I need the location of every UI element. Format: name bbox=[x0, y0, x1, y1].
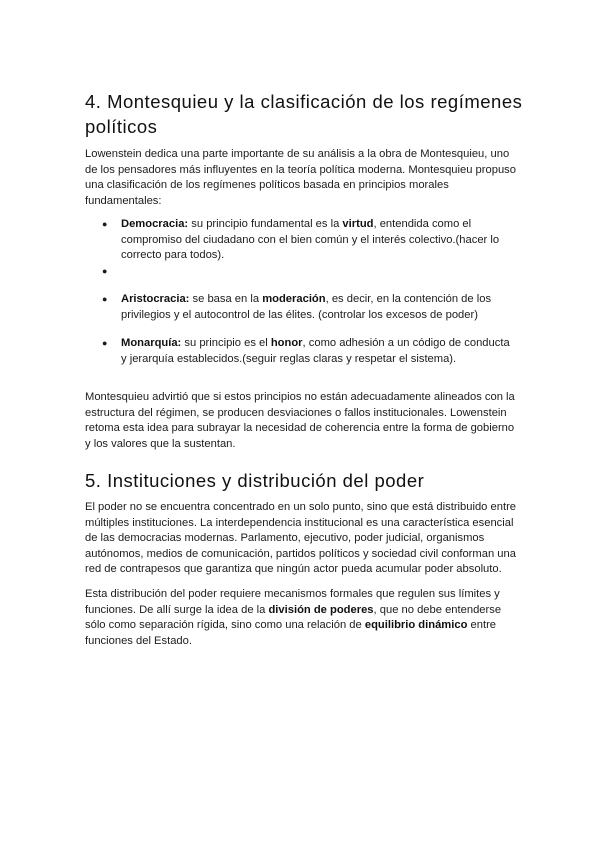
section-4-closing-paragraph: Montesquieu advirtió que si estos principios no están adecuadamente alineados con la estructura del régimen, se producen desviaciones o fallos institucionales. Lowenstein retoma esta idea para subrayar la necesidad de coherencia entre la forma de gobierno y los valores que la sustentan. bbox=[85, 391, 515, 450]
bullet-icon: ● bbox=[102, 219, 108, 229]
monarquia-text-1: su principio es el bbox=[181, 337, 271, 349]
list-item-monarquia bbox=[85, 336, 517, 367]
section-4-heading-line2: políticos bbox=[85, 116, 158, 137]
section-5-heading: 5. Instituciones y distribución del poder bbox=[85, 470, 425, 491]
section-4-heading-line1: 4. Montesquieu y la clasificación de los regímenes bbox=[85, 91, 523, 112]
section-5-paragraph-2 bbox=[85, 587, 517, 649]
list-item-empty bbox=[85, 264, 517, 280]
democracia-text-1: su principio fundamental es la bbox=[188, 218, 343, 230]
bullet-icon: ● bbox=[102, 265, 108, 276]
division-de-poderes-bold: división de poderes bbox=[268, 603, 374, 616]
list-item-democracia bbox=[85, 217, 517, 264]
list-item-aristocracia bbox=[85, 292, 517, 323]
para2-text-1: Esta distribución del poder requiere mecanismos formales que regulen sus límites y funciones. De allí surge la idea de la bbox=[85, 588, 500, 616]
aristocracia-text-1: se basa en la bbox=[189, 293, 263, 305]
monarquia-text-2: , como adhesión a un código de conducta y jerarquía establecidos.(seguir reglas claras y respetar el sistema). bbox=[121, 337, 510, 365]
equilibrio-dinamico-bold: equilibrio dinámico bbox=[364, 619, 468, 631]
aristocracia-bold: moderación bbox=[262, 293, 326, 305]
democracia-bold: virtud bbox=[342, 218, 374, 230]
bullet-icon: ● bbox=[102, 294, 108, 304]
term-monarquia: Monarquía: bbox=[121, 337, 182, 349]
para2-text-3: entre funciones del Estado. bbox=[85, 619, 497, 647]
section-4-intro-paragraph: Lowenstein dedica una parte importante de su análisis a la obra de Montesquieu, uno de los pensadores más influyentes en la teoría política moderna. Montesquieu propuso una clasificación de los regímenes políticos basada en principios morales fundamentales: bbox=[85, 148, 516, 207]
term-aristocracia: Aristocracia: bbox=[121, 293, 190, 305]
para2-text-2: , que no debe entenderse sólo como separación rígida, sino como una relación de bbox=[85, 603, 502, 631]
aristocracia-text-2: , es decir, en la contención de los privilegios y el autocontrol de las élites. (controlar los excesos de poder) bbox=[121, 293, 492, 321]
regimes-list bbox=[85, 217, 517, 367]
section-5-paragraph-1: El poder no se encuentra concentrado en un solo punto, sino que está distribuido entre múltiples instituciones. La interdependencia institucional es una característica esencial de las democracias modernas. Parlamento, ejecutivo, poder judicial, organismos autónomos, medios de comunicación, partidos políticos y sociedad civil conforman una red de contrapesos que garantiza que ningún actor pueda acumular poder absoluto. bbox=[85, 501, 517, 575]
bullet-icon: ● bbox=[102, 338, 108, 348]
section-4-heading bbox=[85, 89, 525, 139]
democracia-text-2: , entendida como el compromiso del ciudadano con el bien común y el interés colectivo.(hacer lo correcto para todos). bbox=[121, 218, 500, 261]
term-democracia: Democracia: bbox=[121, 218, 189, 230]
monarquia-bold: honor bbox=[270, 337, 303, 349]
